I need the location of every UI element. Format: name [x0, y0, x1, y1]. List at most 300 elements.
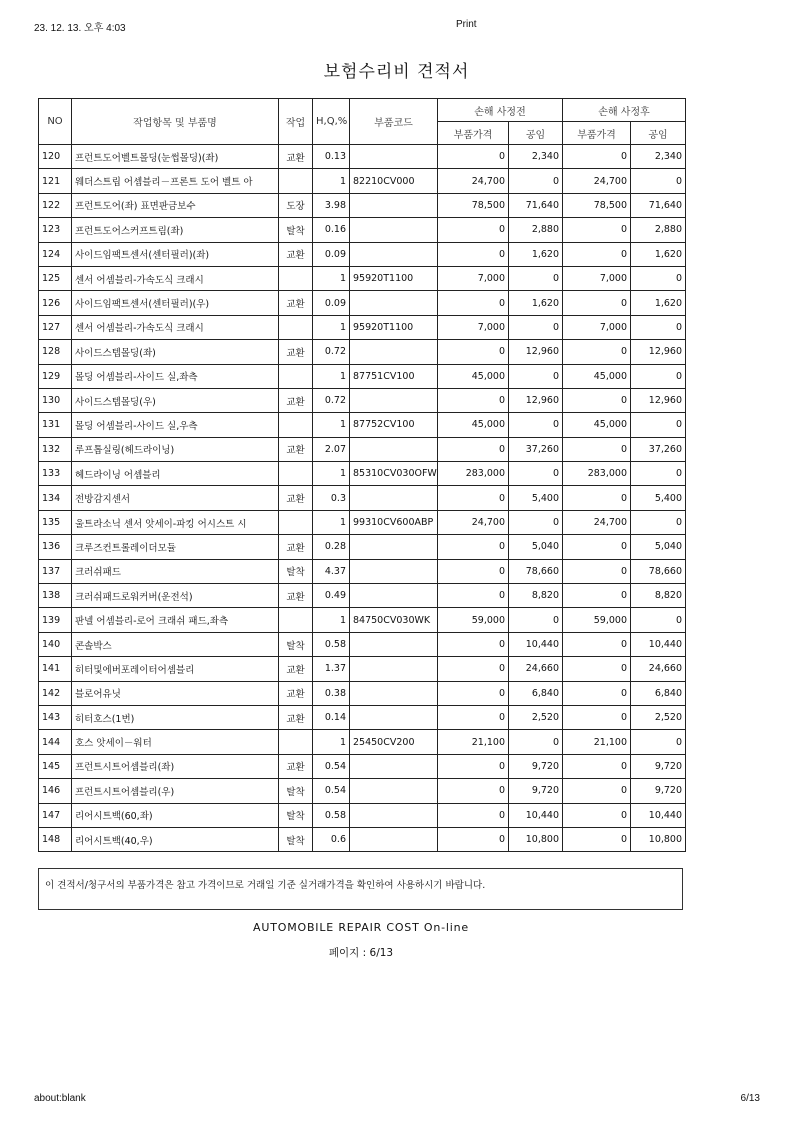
cell-hq: 1.37	[313, 657, 350, 681]
cell-item-name: 몰딩 어셈블리-사이드 실,좌측	[72, 364, 279, 388]
cell-job	[279, 266, 313, 290]
cell-before-labor: 0	[509, 462, 563, 486]
cell-before-labor: 1,620	[509, 291, 563, 315]
cell-item-name: 호스 앗세이－워터	[72, 730, 279, 754]
cell-item-name: 블로어유닛	[72, 681, 279, 705]
cell-after-labor: 0	[631, 608, 686, 632]
cell-before-labor: 71,640	[509, 193, 563, 217]
table-row	[39, 681, 686, 705]
cell-hq: 3.98	[313, 193, 350, 217]
cell-hq: 0.14	[313, 705, 350, 729]
table-row	[39, 608, 686, 632]
cell-job: 교환	[279, 535, 313, 559]
cell-before-labor: 6,840	[509, 681, 563, 705]
cell-before-labor: 0	[509, 266, 563, 290]
cell-before-labor: 9,720	[509, 779, 563, 803]
cell-job: 교환	[279, 145, 313, 169]
cell-before-part-price: 0	[438, 437, 509, 461]
cell-after-labor: 5,040	[631, 535, 686, 559]
table-row	[39, 779, 686, 803]
table-row	[39, 242, 686, 266]
cell-after-labor: 0	[631, 364, 686, 388]
cell-after-part-price: 0	[563, 291, 631, 315]
cell-before-part-price: 0	[438, 559, 509, 583]
cell-part-code	[350, 559, 438, 583]
cell-item-name: 프런트도어(좌) 표면판금보수	[72, 193, 279, 217]
cell-part-code	[350, 754, 438, 778]
cell-hq: 0.72	[313, 340, 350, 364]
cell-before-part-price: 0	[438, 340, 509, 364]
cell-hq: 0.09	[313, 291, 350, 315]
cell-job	[279, 169, 313, 193]
cell-no: 146	[39, 779, 72, 803]
cell-before-part-price: 0	[438, 584, 509, 608]
cell-part-code	[350, 242, 438, 266]
cell-after-labor: 0	[631, 169, 686, 193]
cell-before-labor: 9,720	[509, 754, 563, 778]
cell-before-part-price: 0	[438, 486, 509, 510]
header-no: NO	[39, 99, 72, 145]
cell-item-name: 프런트시트어셈블리(우)	[72, 779, 279, 803]
cell-after-labor: 2,880	[631, 218, 686, 242]
cell-no: 144	[39, 730, 72, 754]
cell-item-name: 판넬 어셈블리-로어 크래쉬 패드,좌측	[72, 608, 279, 632]
cell-hq: 1	[313, 315, 350, 339]
cell-hq: 1	[313, 413, 350, 437]
cell-after-part-price: 0	[563, 145, 631, 169]
table-row	[39, 266, 686, 290]
cell-job: 교환	[279, 584, 313, 608]
table-row	[39, 803, 686, 827]
cell-part-code: 87751CV100	[350, 364, 438, 388]
table-row	[39, 510, 686, 534]
cell-before-labor: 5,400	[509, 486, 563, 510]
cell-after-part-price: 0	[563, 779, 631, 803]
cell-before-part-price: 78,500	[438, 193, 509, 217]
cell-item-name: 프런트도어벨트몰딩(눈썹몰딩)(좌)	[72, 145, 279, 169]
cell-before-labor: 0	[509, 608, 563, 632]
table-row	[39, 437, 686, 461]
table-row	[39, 340, 686, 364]
cell-hq: 1	[313, 608, 350, 632]
cell-no: 138	[39, 584, 72, 608]
cell-after-labor: 5,400	[631, 486, 686, 510]
cell-no: 128	[39, 340, 72, 364]
cell-after-part-price: 45,000	[563, 364, 631, 388]
cell-job: 탈착	[279, 559, 313, 583]
cell-no: 136	[39, 535, 72, 559]
cell-no: 130	[39, 388, 72, 412]
cell-before-part-price: 7,000	[438, 315, 509, 339]
cell-item-name: 크러쉬패드	[72, 559, 279, 583]
cell-part-code	[350, 657, 438, 681]
cell-job: 교환	[279, 681, 313, 705]
print-datetime: 23. 12. 13. 오후 4:03	[34, 23, 126, 34]
cell-item-name: 리어시트백(60,좌)	[72, 803, 279, 827]
cell-after-labor: 10,440	[631, 803, 686, 827]
cell-after-part-price: 0	[563, 657, 631, 681]
cell-after-labor: 71,640	[631, 193, 686, 217]
cell-hq: 1	[313, 266, 350, 290]
cell-before-part-price: 0	[438, 535, 509, 559]
cell-after-part-price: 0	[563, 584, 631, 608]
cell-job	[279, 315, 313, 339]
cell-no: 122	[39, 193, 72, 217]
cell-after-labor: 2,520	[631, 705, 686, 729]
cell-before-part-price: 283,000	[438, 462, 509, 486]
cell-after-part-price: 283,000	[563, 462, 631, 486]
cell-no: 126	[39, 291, 72, 315]
table-row	[39, 705, 686, 729]
cell-no: 148	[39, 827, 72, 851]
cell-part-code	[350, 632, 438, 656]
cell-before-part-price: 0	[438, 779, 509, 803]
cell-before-labor: 12,960	[509, 340, 563, 364]
cell-after-part-price: 7,000	[563, 315, 631, 339]
cell-after-labor: 0	[631, 730, 686, 754]
cell-job: 교환	[279, 340, 313, 364]
cell-after-part-price: 59,000	[563, 608, 631, 632]
cell-no: 131	[39, 413, 72, 437]
table-row	[39, 486, 686, 510]
cell-after-part-price: 0	[563, 388, 631, 412]
table-row	[39, 413, 686, 437]
cell-part-code	[350, 437, 438, 461]
cell-part-code: 85310CV030OFW	[350, 462, 438, 486]
cell-part-code: 82210CV000	[350, 169, 438, 193]
cell-item-name: 루프톱실링(헤드라이닝)	[72, 437, 279, 461]
cell-job: 교환	[279, 291, 313, 315]
cell-item-name: 크러쉬패드로워커버(운전석)	[72, 584, 279, 608]
cell-after-labor: 1,620	[631, 291, 686, 315]
cell-item-name: 울트라소닉 센서 앗세이-파킹 어시스트 시	[72, 510, 279, 534]
cell-after-labor: 1,620	[631, 242, 686, 266]
cell-after-part-price: 0	[563, 803, 631, 827]
cell-no: 133	[39, 462, 72, 486]
cell-after-part-price: 0	[563, 827, 631, 851]
cell-before-labor: 0	[509, 364, 563, 388]
cell-job: 탈착	[279, 803, 313, 827]
table-row	[39, 559, 686, 583]
table-row	[39, 364, 686, 388]
cell-hq: 0.16	[313, 218, 350, 242]
cell-before-part-price: 21,100	[438, 730, 509, 754]
cell-before-part-price: 45,000	[438, 364, 509, 388]
cell-part-code	[350, 584, 438, 608]
table-row	[39, 462, 686, 486]
cell-job	[279, 510, 313, 534]
header-hq: H,Q,%	[313, 99, 350, 145]
cell-after-labor: 8,820	[631, 584, 686, 608]
cell-item-name: 전방감지센서	[72, 486, 279, 510]
cell-before-part-price: 7,000	[438, 266, 509, 290]
cell-item-name: 프런트도어스커프트림(좌)	[72, 218, 279, 242]
cell-after-part-price: 0	[563, 340, 631, 364]
header-after-part-price: 부품가격	[563, 122, 631, 145]
cell-job: 도장	[279, 193, 313, 217]
cell-after-labor: 0	[631, 315, 686, 339]
cell-after-part-price: 0	[563, 632, 631, 656]
cell-before-labor: 2,880	[509, 218, 563, 242]
cell-before-part-price: 0	[438, 218, 509, 242]
cell-before-part-price: 0	[438, 388, 509, 412]
cell-job: 탈착	[279, 218, 313, 242]
cell-part-code: 25450CV200	[350, 730, 438, 754]
cell-before-part-price: 45,000	[438, 413, 509, 437]
cell-part-code	[350, 193, 438, 217]
header-item-name: 작업항목 및 부품명	[72, 99, 279, 145]
cell-job: 교환	[279, 486, 313, 510]
cell-item-name: 센서 어셈블리-가속도식 크래시	[72, 266, 279, 290]
cell-item-name: 히터및에버포레이터어셈블리	[72, 657, 279, 681]
cell-after-part-price: 7,000	[563, 266, 631, 290]
cell-item-name: 웨더스트립 어셈블리－프론트 도어 벨트 아	[72, 169, 279, 193]
cell-before-labor: 0	[509, 730, 563, 754]
cell-hq: 0.3	[313, 486, 350, 510]
cell-after-labor: 37,260	[631, 437, 686, 461]
cell-before-part-price: 0	[438, 705, 509, 729]
cell-no: 137	[39, 559, 72, 583]
cell-after-part-price: 0	[563, 486, 631, 510]
cell-after-labor: 0	[631, 413, 686, 437]
cell-hq: 0.72	[313, 388, 350, 412]
cell-item-name: 헤드라이닝 어셈블리	[72, 462, 279, 486]
cell-after-part-price: 45,000	[563, 413, 631, 437]
cell-job: 교환	[279, 657, 313, 681]
cell-job: 교환	[279, 754, 313, 778]
cell-no: 125	[39, 266, 72, 290]
cell-no: 135	[39, 510, 72, 534]
cell-no: 142	[39, 681, 72, 705]
table-row	[39, 315, 686, 339]
cell-part-code	[350, 779, 438, 803]
cell-before-labor: 78,660	[509, 559, 563, 583]
cell-before-part-price: 0	[438, 827, 509, 851]
table-row	[39, 193, 686, 217]
cell-after-part-price: 0	[563, 681, 631, 705]
cell-hq: 0.54	[313, 779, 350, 803]
table-row	[39, 657, 686, 681]
cell-hq: 0.13	[313, 145, 350, 169]
cell-after-labor: 6,840	[631, 681, 686, 705]
cell-after-part-price: 21,100	[563, 730, 631, 754]
cell-no: 139	[39, 608, 72, 632]
cell-job: 탈착	[279, 827, 313, 851]
cell-no: 120	[39, 145, 72, 169]
cell-after-part-price: 0	[563, 754, 631, 778]
cell-job	[279, 462, 313, 486]
cell-hq: 1	[313, 364, 350, 388]
header-after-labor: 공임	[631, 122, 686, 145]
cell-hq: 0.6	[313, 827, 350, 851]
cell-item-name: 콘솔박스	[72, 632, 279, 656]
cell-before-part-price: 0	[438, 803, 509, 827]
cell-after-part-price: 78,500	[563, 193, 631, 217]
print-url: about:blank	[34, 1093, 86, 1104]
cell-hq: 0.38	[313, 681, 350, 705]
cell-part-code	[350, 340, 438, 364]
cell-hq: 1	[313, 730, 350, 754]
cell-part-code	[350, 486, 438, 510]
cell-no: 129	[39, 364, 72, 388]
cell-after-labor: 0	[631, 266, 686, 290]
cell-hq: 0.58	[313, 632, 350, 656]
cell-job: 탈착	[279, 632, 313, 656]
cell-job: 교환	[279, 388, 313, 412]
cell-after-labor: 9,720	[631, 779, 686, 803]
cell-part-code	[350, 218, 438, 242]
cell-before-labor: 0	[509, 413, 563, 437]
cell-hq: 0.28	[313, 535, 350, 559]
cell-no: 124	[39, 242, 72, 266]
cell-before-part-price: 0	[438, 632, 509, 656]
cell-before-part-price: 0	[438, 291, 509, 315]
table-row	[39, 730, 686, 754]
cell-after-labor: 12,960	[631, 388, 686, 412]
cell-item-name: 크루즈컨트롤레이더모듈	[72, 535, 279, 559]
cell-before-labor: 5,040	[509, 535, 563, 559]
table-row	[39, 291, 686, 315]
cell-no: 121	[39, 169, 72, 193]
document-title: 보험수리비 견적서	[323, 62, 470, 82]
cell-after-labor: 2,340	[631, 145, 686, 169]
cell-part-code: 84750CV030WK	[350, 608, 438, 632]
cell-job: 교환	[279, 705, 313, 729]
cell-part-code: 95920T1100	[350, 315, 438, 339]
table-row	[39, 584, 686, 608]
cell-no: 141	[39, 657, 72, 681]
header-after-adjustment: 손해 사정후	[563, 99, 686, 122]
cell-after-part-price: 0	[563, 437, 631, 461]
cell-item-name: 리어시트백(40,우)	[72, 827, 279, 851]
cell-hq: 0.58	[313, 803, 350, 827]
header-before-labor: 공임	[509, 122, 563, 145]
header-part-code: 부품코드	[350, 99, 438, 145]
table-row	[39, 169, 686, 193]
cell-job: 교환	[279, 437, 313, 461]
cell-before-part-price: 0	[438, 145, 509, 169]
cell-part-code: 99310CV600ABP	[350, 510, 438, 534]
cell-before-labor: 12,960	[509, 388, 563, 412]
print-page-count: 6/13	[740, 1093, 760, 1104]
cell-item-name: 센서 어셈블리-가속도식 크래시	[72, 315, 279, 339]
cell-hq: 0.49	[313, 584, 350, 608]
estimate-table	[38, 98, 686, 852]
cell-after-part-price: 0	[563, 535, 631, 559]
footer-brand: AUTOMOBILE REPAIR COST On-line	[253, 921, 469, 934]
cell-before-part-price: 0	[438, 242, 509, 266]
cell-before-part-price: 59,000	[438, 608, 509, 632]
header-before-part-price: 부품가격	[438, 122, 509, 145]
cell-job	[279, 730, 313, 754]
notice-box	[38, 868, 683, 910]
cell-before-labor: 2,340	[509, 145, 563, 169]
cell-no: 132	[39, 437, 72, 461]
cell-part-code	[350, 291, 438, 315]
cell-part-code	[350, 681, 438, 705]
cell-part-code	[350, 535, 438, 559]
cell-part-code	[350, 388, 438, 412]
cell-hq: 0.54	[313, 754, 350, 778]
cell-after-labor: 0	[631, 462, 686, 486]
table-row	[39, 535, 686, 559]
cell-after-labor: 9,720	[631, 754, 686, 778]
cell-before-part-price: 0	[438, 754, 509, 778]
cell-hq: 1	[313, 510, 350, 534]
cell-job	[279, 364, 313, 388]
cell-hq: 2.07	[313, 437, 350, 461]
cell-after-part-price: 0	[563, 559, 631, 583]
cell-job: 탈착	[279, 779, 313, 803]
cell-before-labor: 8,820	[509, 584, 563, 608]
cell-no: 143	[39, 705, 72, 729]
cell-after-part-price: 0	[563, 705, 631, 729]
cell-part-code	[350, 803, 438, 827]
cell-before-labor: 1,620	[509, 242, 563, 266]
cell-item-name: 사이드스텝몰딩(우)	[72, 388, 279, 412]
cell-after-part-price: 24,700	[563, 169, 631, 193]
cell-no: 127	[39, 315, 72, 339]
header-before-adjustment: 손해 사정전	[438, 99, 563, 122]
cell-before-labor: 0	[509, 510, 563, 534]
cell-after-labor: 10,440	[631, 632, 686, 656]
table-body	[39, 145, 686, 852]
cell-after-labor: 0	[631, 510, 686, 534]
cell-after-part-price: 0	[563, 218, 631, 242]
cell-no: 134	[39, 486, 72, 510]
cell-no: 145	[39, 754, 72, 778]
cell-after-part-price: 0	[563, 242, 631, 266]
cell-no: 123	[39, 218, 72, 242]
cell-before-labor: 24,660	[509, 657, 563, 681]
print-title: Print	[456, 19, 477, 30]
cell-before-labor: 2,520	[509, 705, 563, 729]
cell-before-labor: 10,800	[509, 827, 563, 851]
table-row	[39, 827, 686, 851]
header-job: 작업	[279, 99, 313, 145]
cell-job	[279, 608, 313, 632]
cell-after-labor: 10,800	[631, 827, 686, 851]
cell-no: 140	[39, 632, 72, 656]
cell-item-name: 사이드임팩트센서(센터필러)(우)	[72, 291, 279, 315]
cell-part-code: 95920T1100	[350, 266, 438, 290]
table-row	[39, 218, 686, 242]
cell-item-name: 몰딩 어셈블리-사이드 실,우측	[72, 413, 279, 437]
cell-before-part-price: 0	[438, 681, 509, 705]
cell-part-code	[350, 827, 438, 851]
cell-item-name: 히터호스(1번)	[72, 705, 279, 729]
cell-before-labor: 0	[509, 169, 563, 193]
cell-before-labor: 10,440	[509, 803, 563, 827]
cell-job	[279, 413, 313, 437]
cell-hq: 4.37	[313, 559, 350, 583]
cell-before-labor: 0	[509, 315, 563, 339]
cell-job: 교환	[279, 242, 313, 266]
cell-hq: 1	[313, 462, 350, 486]
notice-text: 이 견적서/청구서의 부품가격은 참고 가격이므로 거래일 기준 실거래가격을 확인하여 사용하시기 바랍니다.	[45, 880, 486, 891]
cell-no: 147	[39, 803, 72, 827]
cell-before-labor: 37,260	[509, 437, 563, 461]
table-row	[39, 388, 686, 412]
table-row	[39, 754, 686, 778]
cell-before-part-price: 0	[438, 657, 509, 681]
cell-item-name: 사이드스텝몰딩(좌)	[72, 340, 279, 364]
cell-after-labor: 78,660	[631, 559, 686, 583]
table-row	[39, 145, 686, 169]
cell-after-labor: 12,960	[631, 340, 686, 364]
cell-before-labor: 10,440	[509, 632, 563, 656]
cell-hq: 1	[313, 169, 350, 193]
